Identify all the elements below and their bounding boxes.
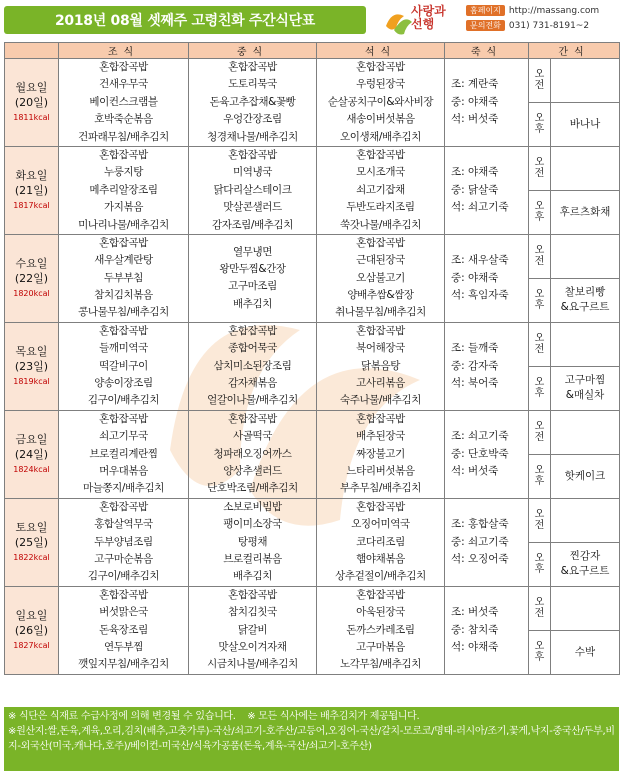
lunch-cell (189, 59, 317, 147)
footer-notes (4, 707, 619, 771)
pm-label: 오 후 (529, 366, 551, 410)
lunch-item: 열무냉면 (233, 245, 272, 258)
lunch-item: 양상추샐러드 (223, 464, 282, 477)
snack-pm-cell (551, 102, 620, 146)
breakfast-item: 김구이/배추김치 (87, 570, 160, 583)
porridge-item: 조: 야채죽 (451, 166, 499, 179)
breakfast-item: 혼합잡곡밥 (99, 236, 148, 249)
porridge-item: 석: 흑임자죽 (451, 289, 509, 302)
lunch-item: 삼치미소된장조림 (213, 359, 292, 372)
lunch-cell (189, 410, 317, 498)
snack-pm-line: &매실차 (565, 389, 605, 402)
breakfast-cell (59, 498, 189, 586)
breakfast-item: 머우대볶음 (99, 464, 148, 477)
dinner-item: 숙주나물/배추김치 (339, 394, 422, 407)
breakfast-item: 혼합잡곡밥 (99, 588, 148, 601)
breakfast-item: 참치김치볶음 (94, 289, 153, 302)
dinner-cell (317, 146, 445, 234)
dinner-item: 혼합잡곡밥 (356, 588, 405, 601)
lunch-item: 감자조림/배추김치 (211, 218, 294, 231)
dinner-item: 쇠고기잡채 (356, 183, 405, 196)
lunch-item: 배추김치 (233, 297, 272, 310)
porridge-item: 조: 홍합살죽 (451, 518, 509, 531)
lunch-item: 고구마조림 (228, 280, 277, 293)
lunch-item: 맛살오이겨자채 (218, 640, 287, 653)
lunch-item: 시금치나물/배추김치 (207, 658, 298, 671)
day-name: 화요일 (15, 168, 48, 182)
pm-label: 오 후 (529, 102, 551, 146)
breakfast-item: 메추리알장조림 (89, 183, 158, 196)
breakfast-item: 김구이/배추김치 (87, 394, 160, 407)
dinner-item: 새송이버섯볶음 (346, 113, 415, 126)
day-cell (5, 322, 59, 410)
lunch-item: 혼합잡곡밥 (228, 324, 277, 337)
snack-pm-line: &요구르트 (560, 301, 610, 314)
day-row (5, 498, 620, 542)
porridge-item: 조: 새우살죽 (451, 254, 509, 267)
porridge-item: 석: 북어죽 (451, 377, 499, 390)
day-cell (5, 498, 59, 586)
page-title: 2018년 08월 셋째주 고령친화 주간식단표 (54, 13, 316, 29)
header-banner (4, 6, 366, 34)
porridge-item: 조: 쇠고기죽 (451, 430, 509, 443)
breakfast-item: 가지볶음 (104, 201, 143, 214)
snack-pm-cell (551, 278, 620, 322)
breakfast-item: 혼합잡곡밥 (99, 500, 148, 513)
lunch-cell (189, 586, 317, 674)
snack-am-cell (551, 234, 620, 278)
snack-am-cell (551, 410, 620, 454)
breakfast-item: 쇠고기무국 (99, 430, 148, 443)
lunch-item: 사골떡국 (233, 430, 272, 443)
dinner-item: 혼합잡곡밥 (356, 500, 405, 513)
breakfast-item: 건파래무침/배추김치 (78, 130, 169, 143)
breakfast-item: 건새우무국 (99, 78, 148, 91)
dinner-item: 우렁된장국 (356, 78, 405, 91)
day-name: 월요일 (15, 80, 48, 94)
breakfast-item: 콩나물무침/배추김치 (78, 306, 169, 319)
day-name: 일요일 (15, 608, 48, 622)
lunch-item: 브로컬리볶음 (223, 552, 282, 565)
am-label: 오 전 (529, 146, 551, 190)
day-name: 수요일 (15, 256, 48, 270)
porridge-item: 조: 버섯죽 (451, 606, 499, 619)
breakfast-cell (59, 410, 189, 498)
breakfast-cell (59, 146, 189, 234)
snack-pm-cell (551, 630, 620, 674)
lunch-item: 팽이미소장국 (223, 518, 282, 531)
dinner-item: 오삼불고기 (356, 271, 405, 284)
porridge-item: 중: 감자죽 (451, 359, 499, 372)
dinner-item: 고사리볶음 (356, 377, 405, 390)
breakfast-item: 혼합잡곡밥 (99, 148, 148, 161)
dinner-item: 오이생채/배추김치 (339, 130, 422, 143)
breakfast-item: 홍합살역무국 (94, 518, 153, 531)
breakfast-item: 돈육장조림 (99, 623, 148, 636)
snack-pm-line: 핫케이크 (564, 469, 606, 482)
porridge-item: 석: 버섯죽 (451, 464, 499, 477)
porridge-cell (445, 586, 529, 674)
porridge-cell (445, 234, 529, 322)
lunch-item: 배추김치 (233, 570, 272, 583)
lunch-item: 닭다리살스테이크 (213, 183, 292, 196)
breakfast-item: 혼합잡곡밥 (99, 412, 148, 425)
breakfast-item: 베이컨스크램블 (89, 95, 158, 108)
dinner-item: 양배추쌈&쌈장 (347, 289, 414, 302)
col-porridge: 죽식 (445, 43, 529, 59)
col-lunch: 중식 (189, 43, 317, 59)
porridge-cell (445, 322, 529, 410)
day-kcal: 1827kcal (13, 640, 50, 650)
breakfast-item: 버섯맑은국 (99, 606, 148, 619)
snack-am-cell (551, 146, 620, 190)
snack-am-cell (551, 498, 620, 542)
lunch-item: 미역냉국 (233, 166, 272, 179)
pm-label: 오 후 (529, 278, 551, 322)
breakfast-item: 고구마순볶음 (94, 552, 153, 565)
breakfast-item: 혼합잡곡밥 (99, 61, 148, 73)
note-change: ※ 식단은 식재료 수급사정에 의해 변경될 수 있습니다. (8, 711, 236, 722)
porridge-cell (445, 59, 529, 147)
day-cell (5, 234, 59, 322)
breakfast-item: 호박죽순볶음 (94, 113, 153, 126)
snack-am-cell (551, 59, 620, 103)
lunch-cell (189, 146, 317, 234)
dinner-item: 고구마볶음 (356, 640, 405, 653)
lunch-cell (189, 234, 317, 322)
day-kcal: 1824kcal (13, 464, 50, 474)
breakfast-item: 두부양념조림 (94, 535, 153, 548)
day-name: 토요일 (15, 520, 48, 534)
lunch-item: 도토리묵국 (228, 78, 277, 91)
snack-pm-cell (551, 454, 620, 498)
day-kcal: 1817kcal (13, 200, 50, 210)
day-kcal: 1811kcal (13, 112, 50, 122)
dinner-item: 돈까스카레조림 (346, 623, 415, 636)
day-date: (26일) (14, 623, 49, 637)
porridge-item: 석: 버섯죽 (451, 113, 499, 126)
day-kcal: 1819kcal (13, 376, 50, 386)
breakfast-item: 연두부찜 (104, 640, 143, 653)
dinner-item: 모시조개국 (356, 166, 405, 179)
snack-am-cell (551, 322, 620, 366)
lunch-item: 감자채볶음 (228, 377, 277, 390)
day-cell (5, 586, 59, 674)
lunch-item: 우엉간장조림 (223, 113, 282, 126)
breakfast-item: 떡갈비구이 (99, 359, 148, 372)
dinner-item: 북어해장국 (356, 342, 405, 355)
phone-info: 문의전화 031) 731-8191~2 (466, 20, 589, 32)
lunch-item: 맛살콘샐러드 (223, 201, 282, 214)
note-origin: ※원산지:쌀,돈육,계육,오리,김치(배추,고춧가루)-국산/쇠고기-호주산/고등어,오징어-국산/갈치-모로코/명태-러시아/조기,꽃게,낙지-중국산/두부,비지-외국산(미국,캐나다,호주)/베이컨-미국산/식육가공품(돈육,계육-국산/쇠고기-호주산) (8, 726, 615, 752)
pm-label: 오 후 (529, 190, 551, 234)
porridge-item: 조: 들깨죽 (451, 342, 499, 355)
lunch-item: 얼갈이나물/배추김치 (207, 394, 298, 407)
porridge-item: 석: 쇠고기죽 (451, 201, 509, 214)
day-date: (21일) (14, 183, 49, 197)
breakfast-item: 새우살계란탕 (94, 254, 153, 267)
lunch-cell (189, 498, 317, 586)
dinner-cell (317, 410, 445, 498)
dinner-item: 닭볶음탕 (361, 359, 400, 372)
dinner-item: 부추무침/배추김치 (339, 482, 422, 495)
snack-pm-line: 찐감자 (569, 550, 601, 563)
dinner-cell (317, 234, 445, 322)
dinner-item: 햄야채볶음 (356, 552, 405, 565)
snack-pm-cell (551, 190, 620, 234)
dinner-item: 오징어미역국 (351, 518, 410, 531)
am-label: 오 전 (529, 498, 551, 542)
dinner-cell (317, 498, 445, 586)
am-label: 오 전 (529, 586, 551, 630)
day-row (5, 586, 620, 630)
day-name: 목요일 (15, 344, 48, 358)
breakfast-item: 들깨미역국 (99, 342, 148, 355)
breakfast-item: 미나리나물/배추김치 (78, 218, 169, 231)
dinner-item: 혼합잡곡밥 (356, 61, 405, 73)
breakfast-cell (59, 322, 189, 410)
lunch-item: 종합어묵국 (228, 342, 277, 355)
breakfast-item: 두부부침 (104, 271, 143, 284)
day-row (5, 146, 620, 190)
col-breakfast: 조식 (59, 43, 189, 59)
porridge-item: 중: 참치죽 (451, 623, 499, 636)
dinner-item: 노각무침/배추김치 (339, 658, 422, 671)
snack-pm-line: 후르츠화채 (559, 205, 611, 218)
lunch-item: 청경채나물/배추김치 (207, 130, 298, 143)
lunch-item: 참치김칫국 (228, 606, 277, 619)
am-label: 오 전 (529, 234, 551, 278)
dinner-cell (317, 322, 445, 410)
homepage-info: 홈페이지 http://massang.com (466, 5, 599, 17)
day-row (5, 59, 620, 103)
day-row (5, 322, 620, 366)
snack-pm-line: &요구르트 (560, 565, 610, 578)
day-cell (5, 59, 59, 147)
porridge-item: 중: 단호박죽 (451, 447, 509, 460)
day-date: (20일) (14, 95, 49, 109)
lunch-item: 돈육고추잡채&꽃빵 (209, 95, 296, 108)
porridge-item: 중: 쇠고기죽 (451, 535, 509, 548)
brand-name: 사랑과 선행 (411, 4, 446, 31)
pm-label: 오 후 (529, 630, 551, 674)
lunch-item: 왕만두찜&간장 (219, 262, 286, 275)
day-kcal: 1822kcal (13, 552, 50, 562)
snack-pm-line: 바나나 (569, 117, 601, 130)
lunch-item: 단호박조림/배추김치 (207, 482, 298, 495)
dinner-item: 순살공치구이&와사비장 (327, 95, 434, 108)
porridge-item: 석: 야채죽 (451, 640, 499, 653)
day-kcal: 1820kcal (13, 288, 50, 298)
dinner-item: 근대된장국 (356, 254, 405, 267)
lunch-item: 청파래오징어까스 (213, 447, 292, 460)
porridge-cell (445, 410, 529, 498)
note-kimchi: ※ 모든 식사에는 배추김치가 제공됩니다. (247, 711, 420, 722)
am-label: 오 전 (529, 322, 551, 366)
breakfast-item: 브로컬리계란찜 (89, 447, 158, 460)
day-name: 금요일 (15, 432, 48, 446)
pm-label: 오 후 (529, 454, 551, 498)
snack-pm-cell (551, 366, 620, 410)
am-label: 오 전 (529, 59, 551, 103)
day-cell (5, 410, 59, 498)
breakfast-item: 양송이장조림 (94, 377, 153, 390)
day-date: (22일) (14, 271, 49, 285)
dinner-item: 배추된장국 (356, 430, 405, 443)
lunch-item: 탕평채 (237, 535, 268, 548)
am-label: 오 전 (529, 410, 551, 454)
pm-label: 오 후 (529, 542, 551, 586)
dinner-item: 혼합잡곡밥 (356, 412, 405, 425)
day-date: (23일) (14, 359, 49, 373)
porridge-item: 석: 오징어죽 (451, 552, 509, 565)
menu-table (4, 42, 619, 707)
day-cell (5, 146, 59, 234)
column-header-row (5, 43, 620, 59)
breakfast-cell (59, 234, 189, 322)
dinner-item: 혼합잡곡밥 (356, 236, 405, 249)
day-date: (25일) (14, 535, 49, 549)
day-date: (24일) (14, 447, 49, 461)
snack-pm-line: 고구마찜 (564, 374, 606, 387)
day-row (5, 410, 620, 454)
dinner-item: 상추겉절이/배추김치 (335, 570, 426, 583)
dinner-item: 쑥갓나물/배추김치 (339, 218, 422, 231)
porridge-item: 조: 계란죽 (451, 78, 499, 91)
lunch-item: 닭갈비 (237, 623, 268, 636)
lunch-item: 소보로비빔밥 (223, 500, 282, 513)
day-row (5, 234, 620, 278)
lunch-item: 혼합잡곡밥 (228, 412, 277, 425)
porridge-cell (445, 498, 529, 586)
dinner-item: 혼합잡곡밥 (356, 148, 405, 161)
snack-pm-line: 찰보리빵 (564, 286, 606, 299)
dinner-cell (317, 59, 445, 147)
breakfast-item: 누룽지탕 (104, 166, 143, 179)
porridge-item: 중: 야채죽 (451, 271, 499, 284)
snack-pm-cell (551, 542, 620, 586)
snack-pm-line: 수박 (574, 645, 596, 658)
lunch-item: 혼합잡곡밥 (228, 148, 277, 161)
breakfast-item: 마늘쫑지/배추김치 (82, 482, 165, 495)
lunch-cell (189, 322, 317, 410)
col-snack: 간식 (529, 43, 620, 59)
breakfast-cell (59, 586, 189, 674)
dinner-item: 코다리조림 (356, 535, 405, 548)
col-dinner: 석식 (317, 43, 445, 59)
dinner-item: 혼합잡곡밥 (356, 324, 405, 337)
phone-number: 031) 731-8191~2 (508, 21, 590, 31)
dinner-item: 두반도라지조림 (346, 201, 415, 214)
dinner-item: 취나물무침/배추김치 (335, 306, 426, 319)
porridge-item: 중: 닭살죽 (451, 183, 499, 196)
dinner-item: 느타리버섯볶음 (346, 464, 415, 477)
porridge-cell (445, 146, 529, 234)
dinner-item: 짜장불고기 (356, 447, 405, 460)
lunch-item: 혼합잡곡밥 (228, 588, 277, 601)
lunch-item: 혼합잡곡밥 (228, 61, 277, 73)
snack-am-cell (551, 586, 620, 630)
breakfast-item: 깻잎지무침/배추김치 (78, 658, 169, 671)
dinner-cell (317, 586, 445, 674)
porridge-item: 중: 야채죽 (451, 95, 499, 108)
homepage-link[interactable]: http://massang.com (508, 6, 600, 16)
breakfast-item: 혼합잡곡밥 (99, 324, 148, 337)
dinner-item: 아욱된장국 (356, 606, 405, 619)
breakfast-cell (59, 59, 189, 147)
